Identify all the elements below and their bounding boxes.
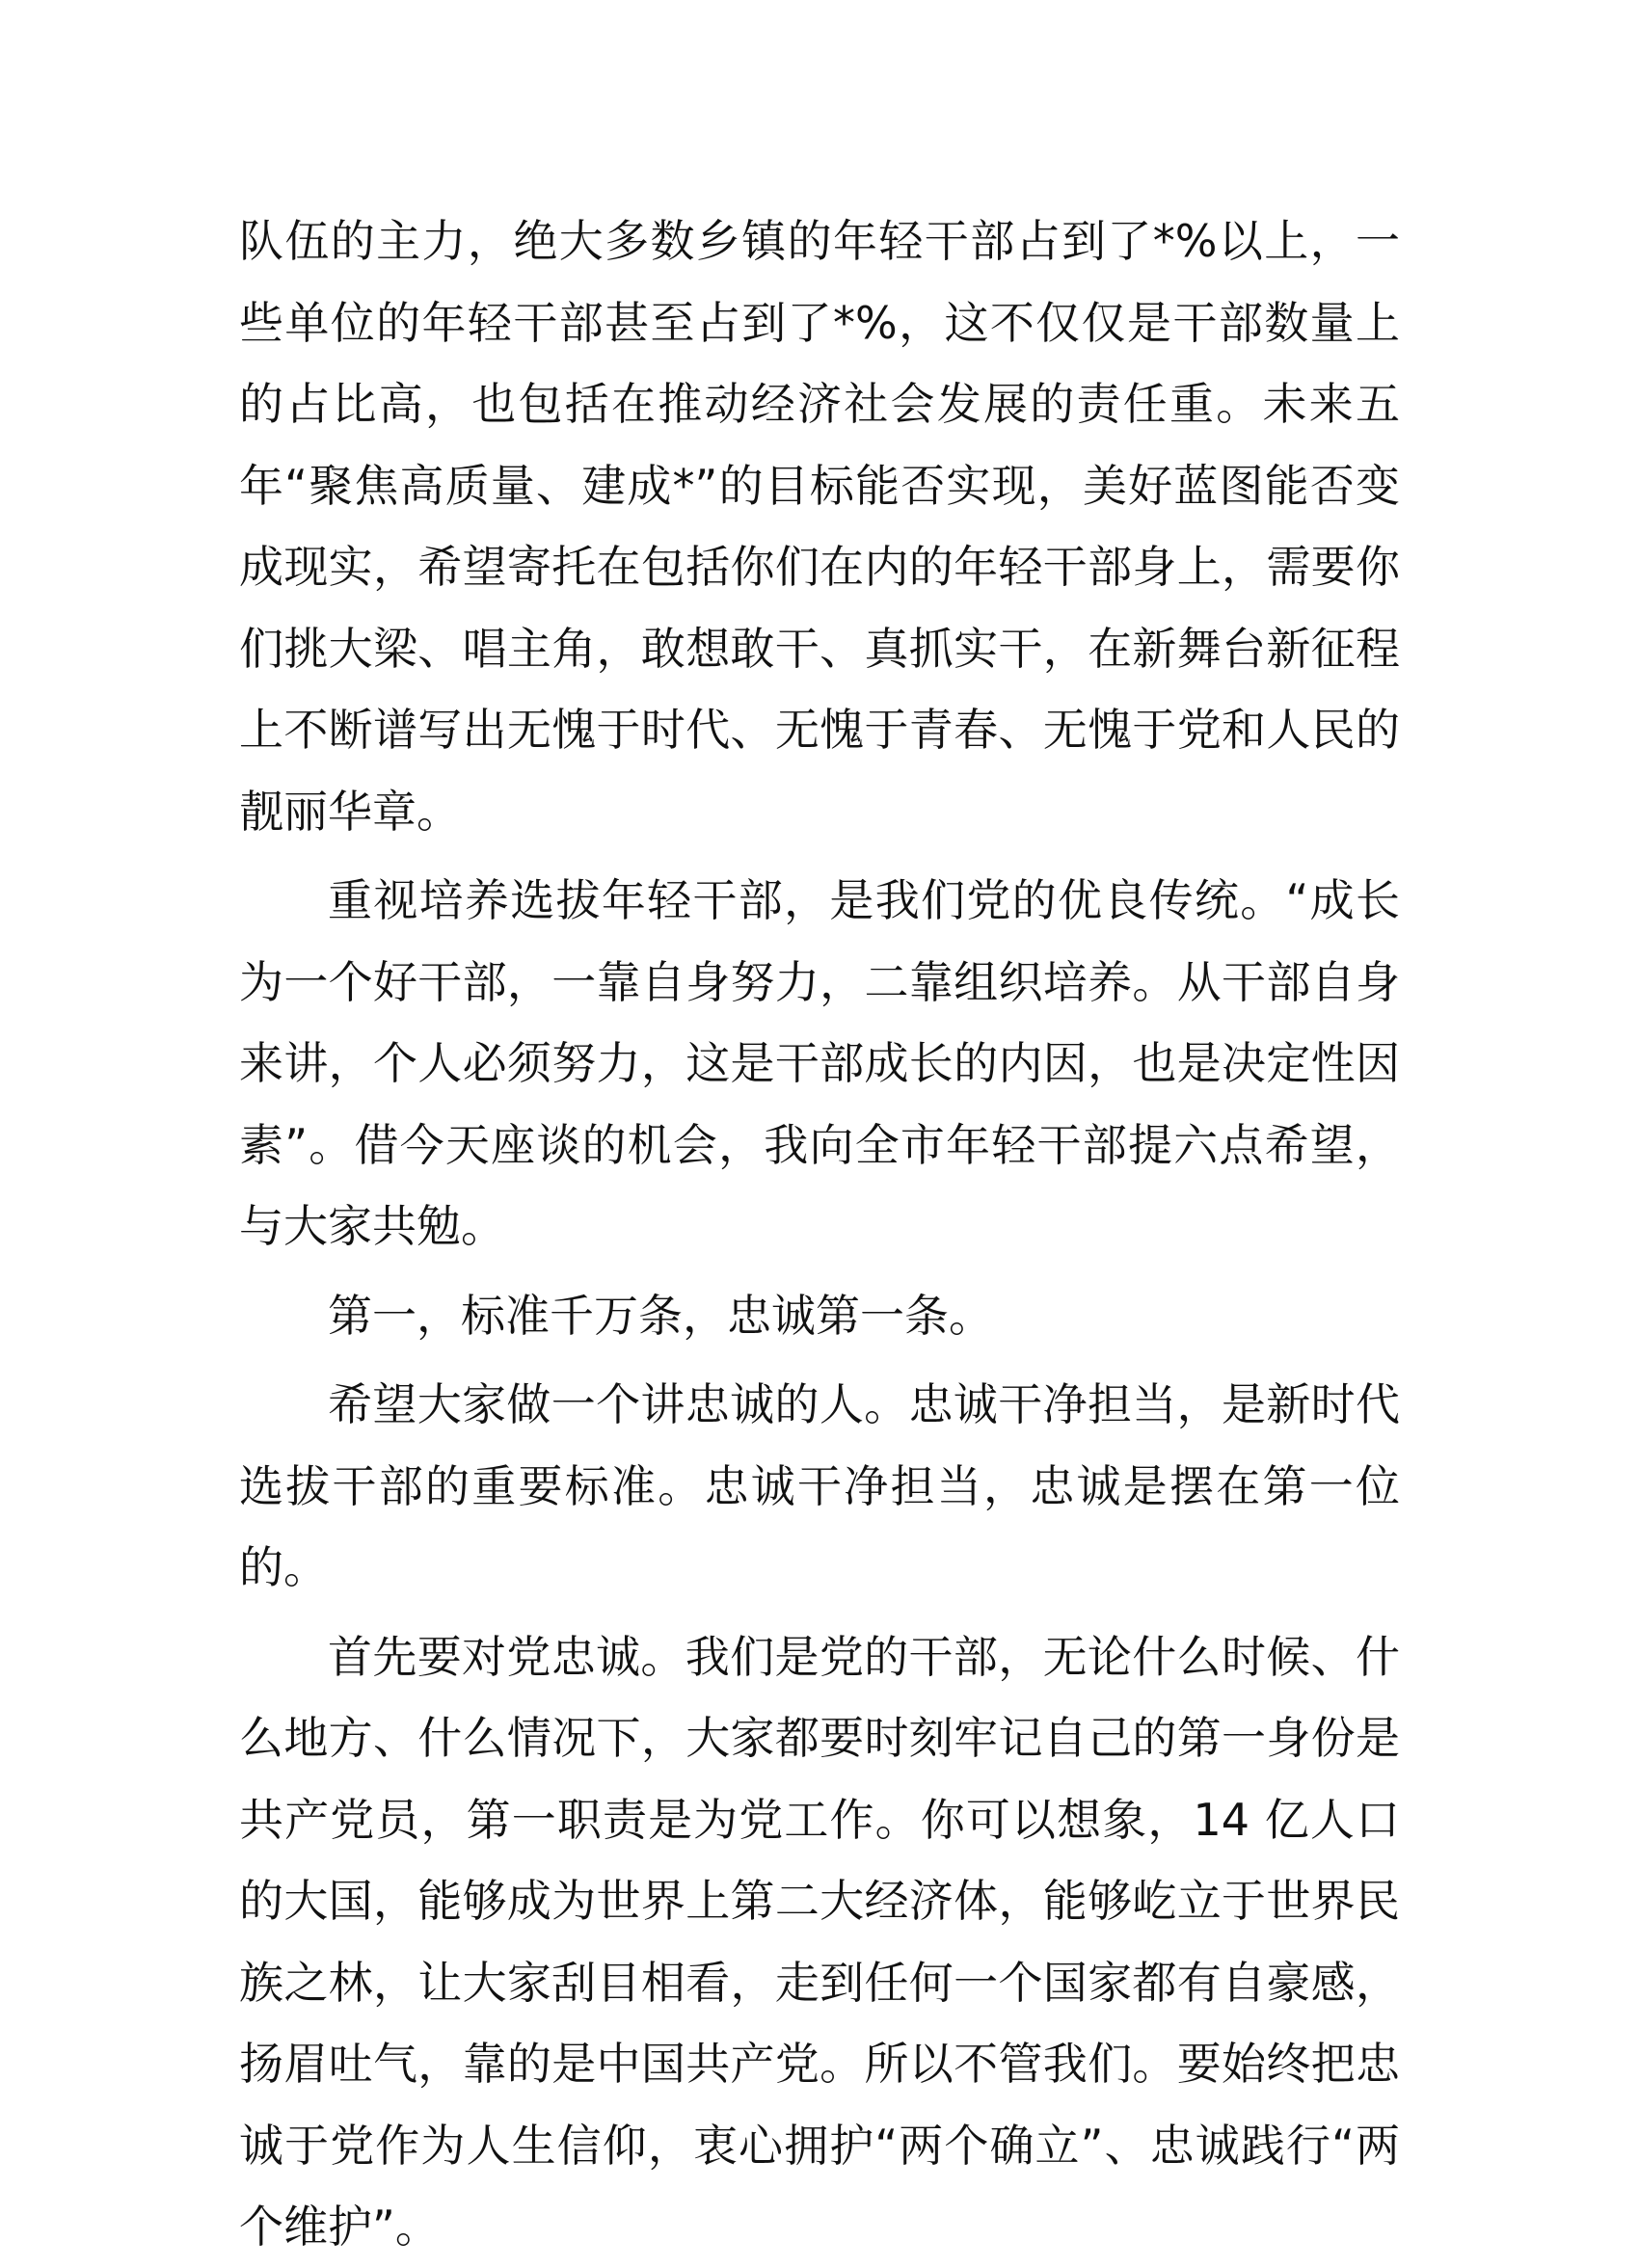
paragraph-cadre-training: 重视培养选拔年轻干部，是我们党的优良传统。“成长为一个好干部，一靠自身努力，二靠组织培养。从干部自身来讲，个人必须努力，这是干部成长的内因，也是决定性因素”。借今天座谈的机会，我向全市年轻干部提六点希望，与大家共勉。 <box>239 874 1400 1252</box>
paragraph-loyal-to-party: 首先要对党忠诚。我们是党的干部，无论什么时候、什么地方、什么情况下，大家都要时刻牢记自己的第一身份是共产党员，第一职责是为党工作。你可以想象，14 亿人口的大国，能够成为世界上第二大经济体，能够屹立于世界民族之林，让大家刮目相看，走到任何一个国家都有自豪感，扬眉吐气，靠的是中国共产党。所以不管我们。要始终把忠诚于党作为人生信仰，衷心拥护“两个确立”、忠诚践行“两个维护”。 <box>239 1630 1400 2253</box>
paragraph-continued: 队伍的主力，绝大多数乡镇的年轻干部占到了*%以上，一些单位的年轻干部甚至占到了*%，这不仅仅是干部数量上的占比高，也包括在推动经济社会发展的责任重。未来五年“聚焦高质量、建成*”的目标能否实现，美好蓝图能否变成现实，希望寄托在包括你们在内的年轻干部身上，需要你们挑大梁、唱主角，敢想敢干、真抓实干，在新舞台新征程上不断谱写出无愧于时代、无愧于青春、无愧于党和人民的靓丽华章。 <box>239 215 1400 838</box>
section-heading-loyalty: 第一，标准千万条，忠诚第一条。 <box>328 1289 993 1342</box>
paragraph-loyalty-standard: 希望大家做一个讲忠诚的人。忠诚干净担当，是新时代选拔干部的重要标准。忠诚干净担当，忠诚是摆在第一位的。 <box>239 1378 1400 1593</box>
body-text <box>239 200 1400 2268</box>
